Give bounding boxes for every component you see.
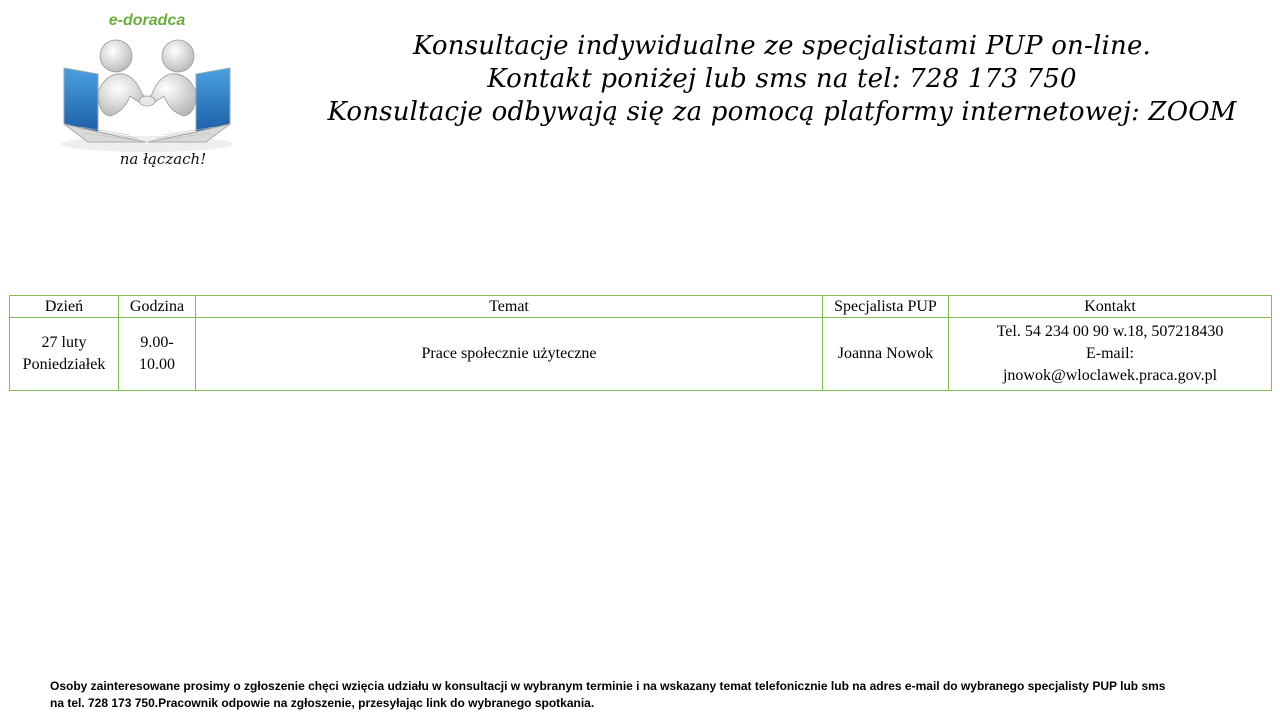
e-doradca-logo bbox=[58, 8, 238, 173]
hour-start: 9.00- bbox=[140, 334, 174, 351]
heading-line-consultations: Konsultacje indywidualne ze specjalistami PUP on-line. bbox=[412, 31, 1152, 61]
footer-note-line2: na tel. 728 173 750.Pracownik odpowie na zgłoszenie, przesyłając link do wybranego spotkania. bbox=[50, 696, 595, 710]
column-header-day: Dzień bbox=[10, 296, 119, 318]
footer-note bbox=[50, 678, 1250, 712]
cell-hour bbox=[119, 318, 196, 391]
footer-note-line1: Osoby zainteresowane prosimy o zgłoszenie chęci wzięcia udziału w konsultacji w wybranym terminie i na wskazany temat telefonicznie lub na adres e-mail do wybranego specjalisty PUP lub sms bbox=[50, 679, 1166, 693]
cell-topic: Prace społecznie użyteczne bbox=[196, 318, 823, 391]
logo-tagline: na łączach! bbox=[119, 150, 207, 168]
cell-day bbox=[10, 318, 119, 391]
consultation-schedule-table bbox=[9, 295, 1272, 391]
hour-end: 10.00 bbox=[139, 356, 175, 373]
handshake-laptops-icon bbox=[58, 32, 236, 152]
day-date: 27 luty bbox=[41, 334, 87, 351]
heading-line-platform: Konsultacje odbywają się za pomocą platformy internetowej: ZOOM bbox=[327, 97, 1237, 127]
page-heading bbox=[292, 30, 1272, 129]
cell-contact bbox=[949, 318, 1272, 391]
heading-line-contact: Kontakt poniżej lub sms na tel: 728 173 750 bbox=[487, 64, 1077, 94]
column-header-specialist: Specjalista PUP bbox=[823, 296, 949, 318]
cell-specialist: Joanna Nowok bbox=[823, 318, 949, 391]
table-row bbox=[10, 318, 1272, 391]
contact-phone: Tel. 54 234 00 90 w.18, 507218430 bbox=[996, 323, 1224, 340]
column-header-hour: Godzina bbox=[119, 296, 196, 318]
contact-email-label: E-mail: bbox=[1086, 345, 1134, 362]
logo-brand-text: e-doradca bbox=[108, 12, 186, 29]
day-name: Poniedziałek bbox=[22, 356, 106, 373]
column-header-topic: Temat bbox=[196, 296, 823, 318]
column-header-contact: Kontakt bbox=[949, 296, 1272, 318]
contact-email-link[interactable]: jnowok@wloclawek.praca.gov.pl bbox=[1002, 367, 1218, 384]
table-header-row bbox=[10, 296, 1272, 318]
